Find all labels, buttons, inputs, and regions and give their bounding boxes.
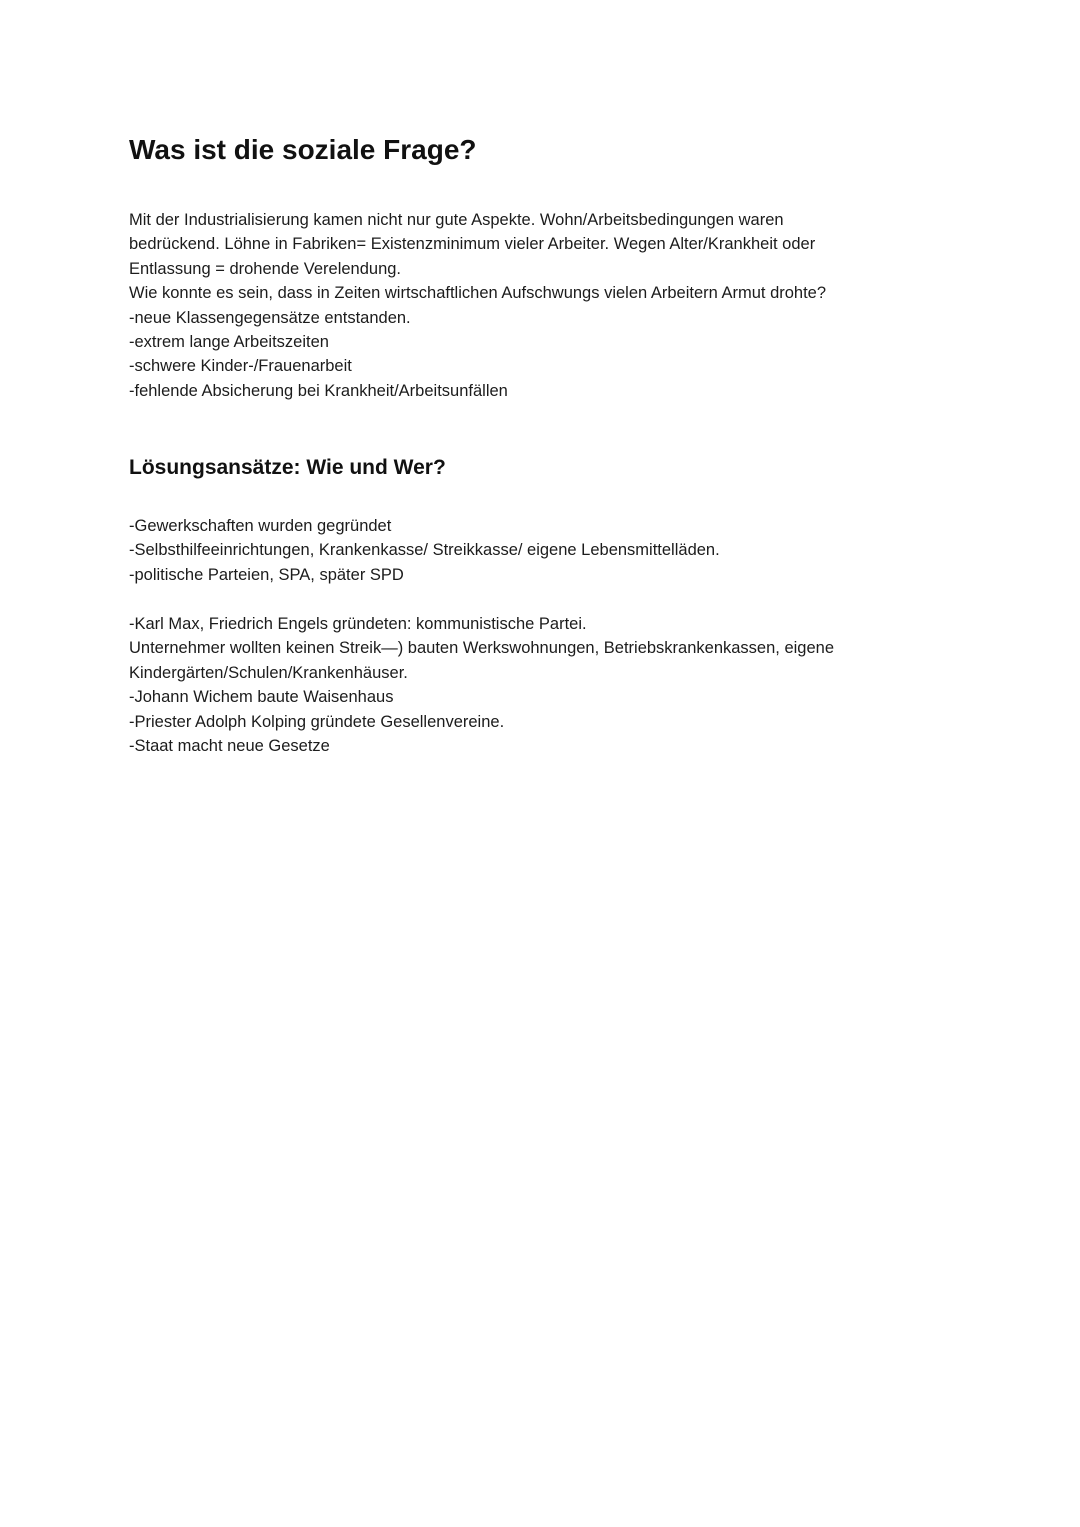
intro-paragraph	[129, 208, 929, 403]
actors-list	[129, 612, 929, 758]
actors-list-item: Unternehmer wollten keinen Streik—) bauten Werkswohnungen, Betriebskrankenkassen, eigene	[129, 639, 835, 658]
page-title: Was ist die soziale Frage?	[129, 134, 477, 165]
actors-list-item: -Staat macht neue Gesetze	[129, 737, 330, 756]
intro-line: Mit der Industrialisierung kamen nicht nur gute Aspekte. Wohn/Arbeitsbedingungen waren	[129, 211, 784, 229]
actors-list-item: -Johann Wichem baute Waisenhaus	[129, 688, 394, 707]
intro-question: Wie konnte es sein, dass in Zeiten wirtschaftlichen Aufschwungs vielen Arbeitern Armut drohte?	[129, 284, 827, 303]
solutions-list	[129, 514, 929, 587]
intro-line: bedrückend. Löhne in Fabriken= Existenzminimum vieler Arbeiter. Wegen Alter/Krankheit oder	[129, 235, 816, 254]
actors-list-item: -Priester Adolph Kolping gründete Gesellenvereine.	[129, 712, 505, 731]
intro-list-item: -schwere Kinder-/Frauenarbeit	[129, 357, 352, 376]
solutions-list-item: -politische Parteien, SPA, später SPD	[129, 565, 404, 584]
actors-list-item: Kindergärten/Schulen/Krankenhäuser.	[129, 663, 408, 682]
solutions-list-item: -Selbsthilfeeinrichtungen, Krankenkasse/ Streikkasse/ eigene Lebensmittelläden.	[129, 541, 720, 560]
intro-list-item: -neue Klassengegensätze entstanden.	[129, 308, 411, 327]
solutions-list-item: -Gewerkschaften wurden gegründet	[129, 517, 392, 535]
intro-list-item: -fehlende Absicherung bei Krankheit/Arbeitsunfällen	[129, 381, 508, 400]
intro-line: Entlassung = drohende Verelendung.	[129, 259, 402, 278]
actors-list-item: -Karl Max, Friedrich Engels gründeten: kommunistische Partei.	[129, 615, 587, 633]
intro-list-item: -extrem lange Arbeitszeiten	[129, 333, 329, 352]
section-heading: Lösungsansätze: Wie und Wer?	[129, 456, 446, 479]
